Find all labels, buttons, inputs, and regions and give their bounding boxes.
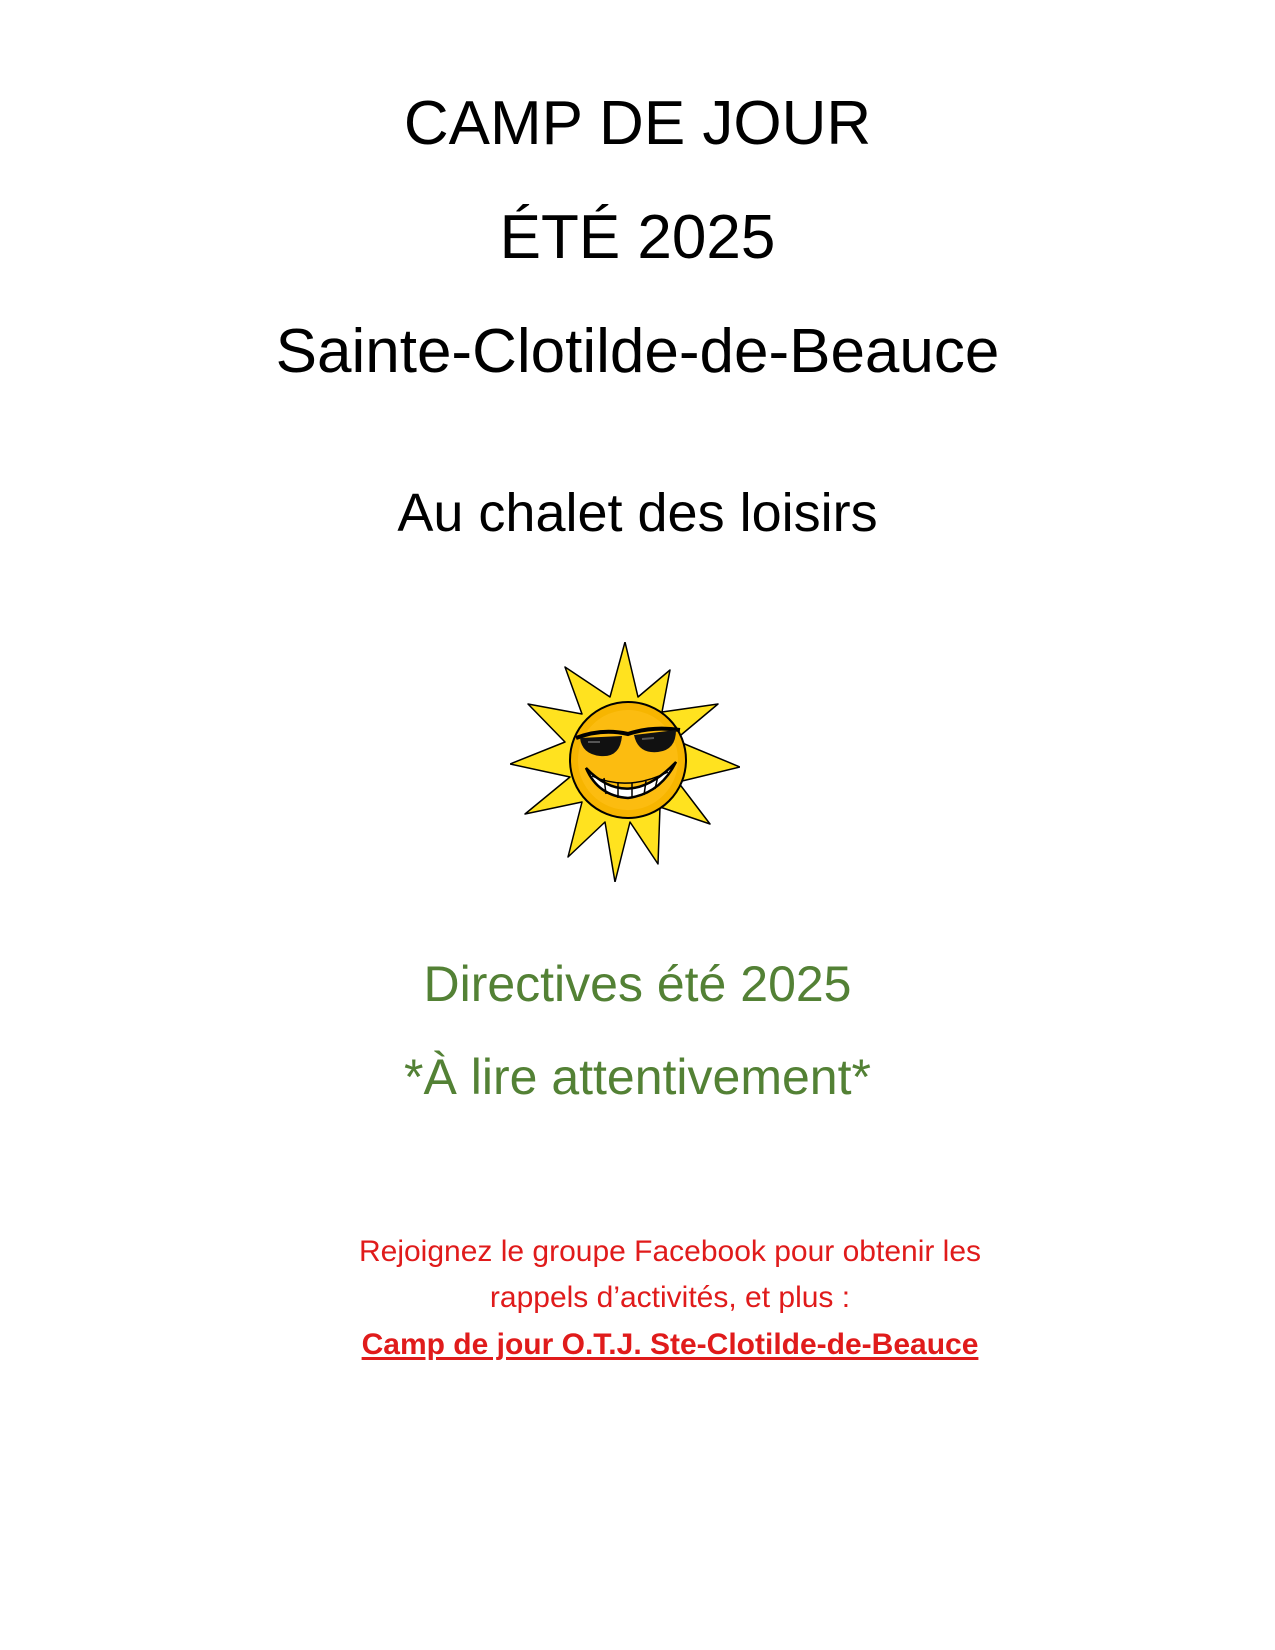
sun-with-sunglasses-icon <box>510 642 740 882</box>
title-municipality: Sainte-Clotilde-de-Beauce <box>275 317 1000 386</box>
directives-heading: Directives été 2025 <box>423 956 852 1012</box>
location-text: Au chalet des loisirs <box>397 483 878 543</box>
facebook-invite-line2: rappels d’activités, et plus : <box>489 1281 851 1314</box>
title-camp-de-jour: CAMP DE JOUR <box>403 89 872 158</box>
title-season: ÉTÉ 2025 <box>499 203 776 272</box>
facebook-group-link[interactable]: Camp de jour O.T.J. Ste-Clotilde-de-Beauce <box>361 1328 979 1361</box>
read-carefully-note: *À lire attentivement* <box>404 1049 871 1105</box>
facebook-invite-line1: Rejoignez le groupe Facebook pour obtenir les <box>358 1235 982 1268</box>
